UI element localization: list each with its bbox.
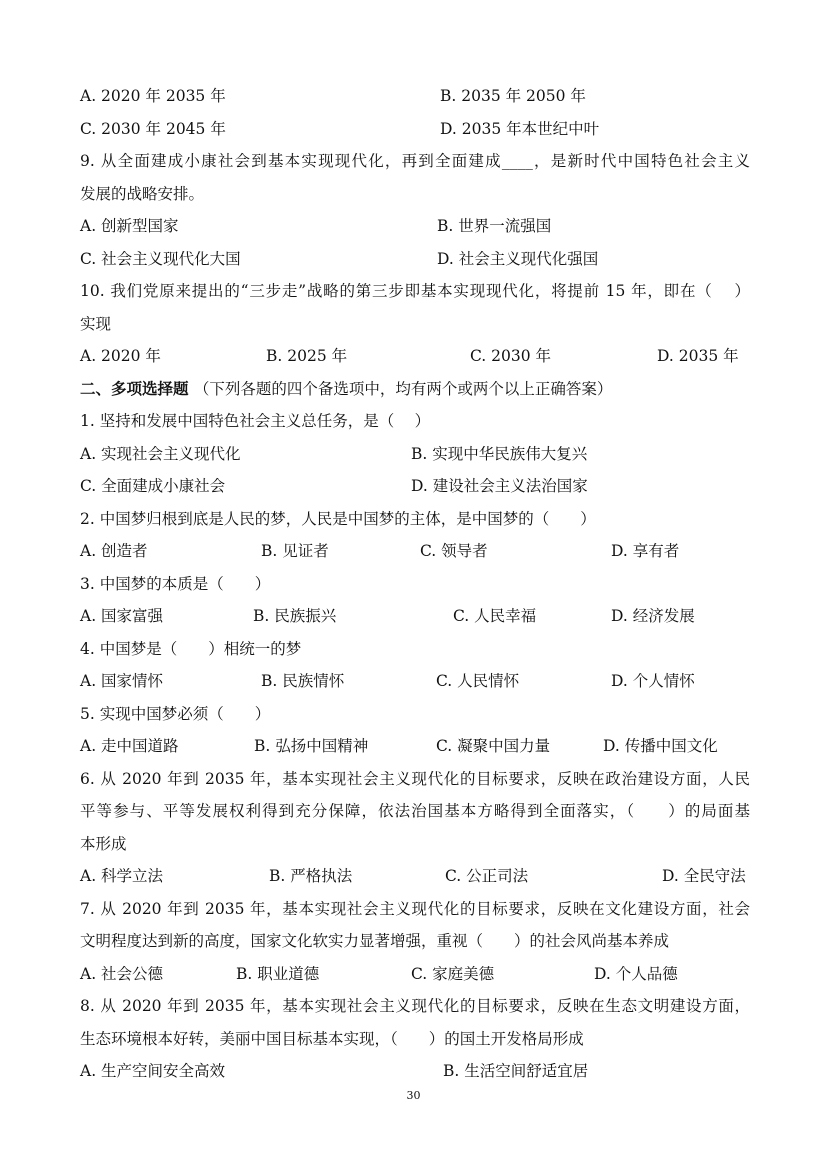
m2-option-d: D. 享有者 bbox=[611, 542, 680, 560]
m1-option-c: C. 全面建成小康社会 bbox=[80, 477, 226, 495]
m4-option-a: A. 国家情怀 bbox=[80, 672, 164, 690]
m8-stem-line-1: 8. 从 2020 年到 2035 年，基本实现社会主义现代化的目标要求，反映在生态文明建设方面， bbox=[80, 997, 750, 1015]
m6-stem-line-3: 本形成 bbox=[80, 834, 127, 853]
q9-options-row-1 bbox=[80, 210, 750, 243]
m1-options-row-1 bbox=[80, 438, 750, 471]
section-title: 二、多项选择题 bbox=[80, 378, 189, 398]
q10-option-b: B. 2025 年 bbox=[266, 347, 348, 365]
q10-option-d: D. 2035 年 bbox=[657, 347, 739, 365]
q10-stem-line-1: 10. 我们党原来提出的“三步走”战略的第三步即基本实现现代化，将提前 15 年，即在（ ） bbox=[80, 282, 750, 300]
q9-stem-line-2: 发展的战略安排。 bbox=[80, 184, 205, 203]
q9-options-row-2 bbox=[80, 243, 750, 276]
m3-option-c: C. 人民幸福 bbox=[453, 607, 537, 625]
m5-option-a: A. 走中国道路 bbox=[80, 737, 179, 755]
q8-option-c: C. 2030 年 2045 年 bbox=[80, 119, 226, 138]
m6-stem-line-1: 6. 从 2020 年到 2035 年，基本实现社会主义现代化的目标要求，反映在政治建设方面，人民 bbox=[80, 769, 750, 788]
q8-options-row-2 bbox=[80, 113, 750, 146]
m2-option-a: A. 创造者 bbox=[80, 542, 148, 560]
m6-options-row bbox=[80, 860, 750, 893]
q8-option-b: B. 2035 年 2050 年 bbox=[440, 87, 586, 105]
m5-stem: 5. 实现中国梦必须（ ） bbox=[80, 704, 271, 723]
m5-option-b: B. 弘扬中国精神 bbox=[254, 737, 369, 755]
m7-option-b: B. 职业道德 bbox=[236, 964, 320, 983]
m8-option-b: B. 生活空间舒适宜居 bbox=[443, 1062, 589, 1080]
m6-option-d: D. 全民守法 bbox=[662, 867, 746, 885]
q9-option-c: C. 社会主义现代化大国 bbox=[80, 249, 241, 268]
m3-option-a: A. 国家富强 bbox=[80, 607, 164, 625]
q9-stem-line-1: 9. 从全面建成小康社会到基本实现现代化，再到全面建成____，是新时代中国特色社会主义 bbox=[80, 152, 750, 170]
q10-option-a: A. 2020 年 bbox=[80, 347, 161, 365]
q8-options-row-1 bbox=[80, 80, 750, 113]
m7-option-a: A. 社会公德 bbox=[80, 964, 164, 983]
q10-options-row bbox=[80, 340, 750, 373]
m4-option-d: D. 个人情怀 bbox=[611, 672, 695, 690]
m6-option-c: C. 公正司法 bbox=[445, 867, 529, 885]
section-note: （下列各题的四个备选项中，均有两个或两个以上正确答案） bbox=[193, 379, 613, 398]
q10-option-c: C. 2030 年 bbox=[470, 347, 552, 365]
m1-option-d: D. 建设社会主义法治国家 bbox=[411, 477, 588, 495]
m3-options-row bbox=[80, 600, 750, 633]
m5-option-c: C. 凝聚中国力量 bbox=[436, 737, 551, 755]
m2-option-b: B. 见证者 bbox=[261, 542, 329, 560]
page-number: 30 bbox=[406, 1089, 421, 1102]
m4-option-b: B. 民族情怀 bbox=[261, 672, 345, 690]
q9-option-d: D. 社会主义现代化强国 bbox=[437, 249, 599, 268]
m1-options-row-2 bbox=[80, 470, 750, 503]
m4-options-row bbox=[80, 665, 750, 698]
m5-option-d: D. 传播中国文化 bbox=[603, 737, 718, 755]
m7-option-d: D. 个人品德 bbox=[594, 964, 678, 983]
m5-options-row bbox=[80, 730, 750, 763]
m4-stem: 4. 中国梦是（ ）相统一的梦 bbox=[80, 639, 302, 658]
m6-stem-line-2: 平等参与、平等发展权利得到充分保障，依法治国基本方略得到全面落实，（ ）的局面基 bbox=[80, 802, 750, 820]
m1-option-b: B. 实现中华民族伟大复兴 bbox=[411, 444, 588, 463]
m2-options-row bbox=[80, 535, 750, 568]
m7-option-c: C. 家庭美德 bbox=[411, 964, 495, 983]
m2-option-c: C. 领导者 bbox=[420, 542, 488, 560]
m7-stem-line-2: 文明程度达到新的高度，国家文化软实力显著增强，重视（ ）的社会风尚基本养成 bbox=[80, 932, 670, 950]
m7-stem-line-1: 7. 从 2020 年到 2035 年，基本实现社会主义现代化的目标要求，反映在文化建设方面，社会 bbox=[80, 899, 750, 918]
m8-stem-line-2: 生态环境根本好转，美丽中国目标基本实现，（ ）的国土开发格局形成 bbox=[80, 1029, 584, 1048]
m4-option-c: C. 人民情怀 bbox=[436, 672, 520, 690]
m8-option-a: A. 生产空间安全高效 bbox=[80, 1062, 226, 1080]
m6-option-a: A. 科学立法 bbox=[80, 867, 164, 885]
q9-option-b: B. 世界一流强国 bbox=[437, 217, 552, 235]
m6-option-b: B. 严格执法 bbox=[269, 867, 353, 885]
m8-options-row bbox=[80, 1055, 750, 1088]
m3-option-b: B. 民族振兴 bbox=[253, 607, 337, 625]
q8-option-d: D. 2035 年本世纪中叶 bbox=[440, 119, 600, 138]
m1-option-a: A. 实现社会主义现代化 bbox=[80, 444, 241, 463]
m3-option-d: D. 经济发展 bbox=[611, 607, 695, 625]
q8-option-a: A. 2020 年 2035 年 bbox=[80, 87, 226, 105]
q10-stem-line-2: 实现 bbox=[80, 314, 112, 333]
q9-option-a: A. 创新型国家 bbox=[80, 217, 179, 235]
section-heading bbox=[80, 373, 750, 406]
m7-options-row bbox=[80, 958, 750, 991]
m2-stem: 2. 中国梦归根到底是人民的梦，人民是中国梦的主体，是中国梦的（ ） bbox=[80, 509, 596, 528]
m3-stem: 3. 中国梦的本质是（ ） bbox=[80, 574, 271, 593]
m1-stem: 1. 坚持和发展中国特色社会主义总任务，是（ ） bbox=[80, 412, 431, 430]
